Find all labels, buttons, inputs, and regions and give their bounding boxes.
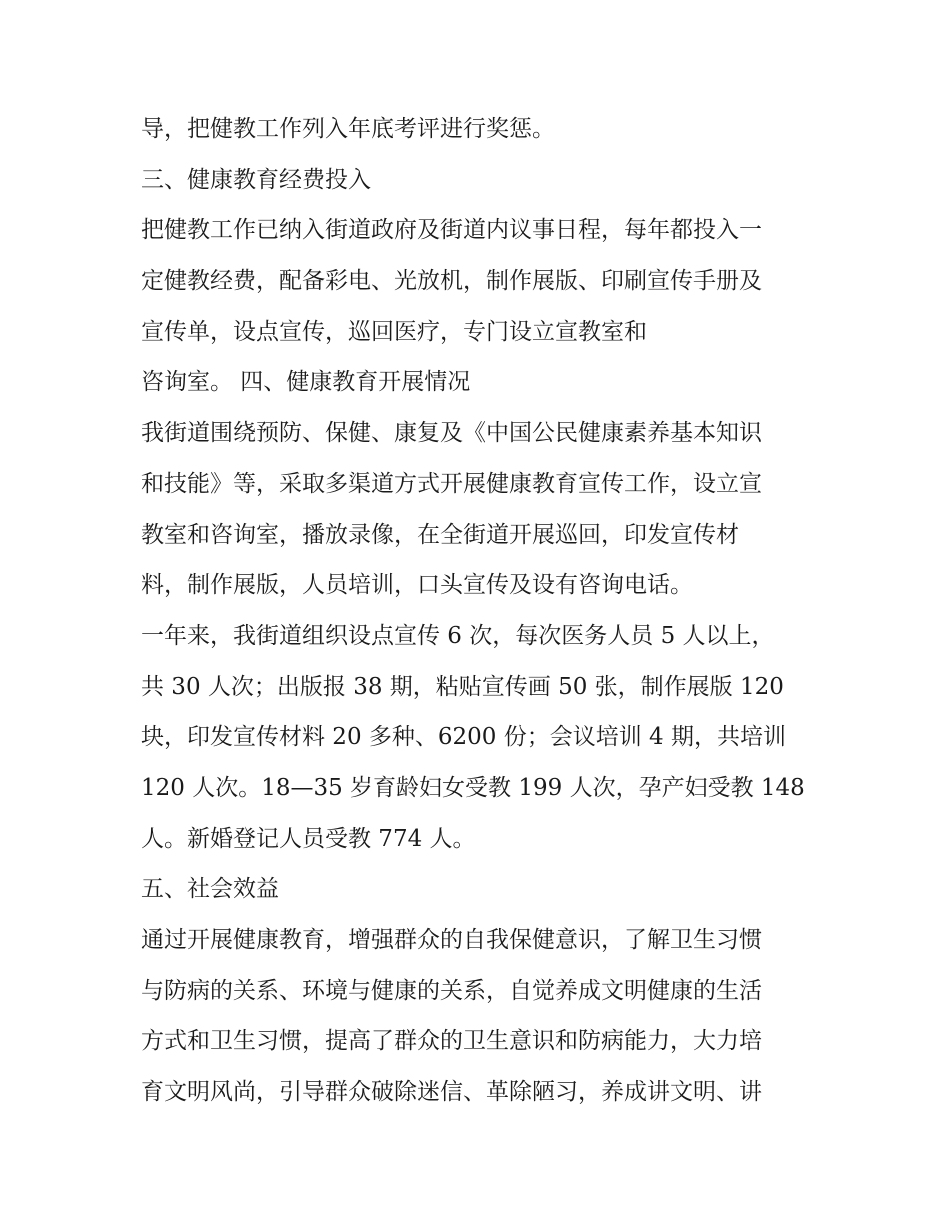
text-line: 块，印发宣传材料 20 多种、6200 份；会议培训 4 期，共培训	[141, 724, 786, 751]
text-line: 与防病的关系、环境与健康的关系，自觉养成文明健康的生活	[141, 977, 762, 1004]
text-line: 宣传单，设点宣传，巡回医疗，专门设立宣教室和	[141, 318, 647, 345]
text-line: 和技能》等，采取多渠道方式开展健康教育宣传工作，设立宣	[141, 470, 762, 497]
text-line: 教室和咨询室，播放录像，在全街道开展巡回，印发宣传材	[141, 521, 739, 548]
section-heading-social-benefits: 五、社会效益	[141, 876, 279, 903]
text-line: 育文明风尚，引导群众破除迷信、革除陋习，养成讲文明、讲	[141, 1079, 762, 1106]
text-line: 导，把健教工作列入年底考评进行奖惩。	[141, 116, 555, 142]
section-heading-funding: 三、健康教育经费投入	[141, 166, 371, 193]
text-line: 把健教工作已纳入街道政府及街道内议事日程，每年都投入一	[141, 217, 762, 244]
document-body	[141, 104, 821, 1118]
text-line: 共 30 人次；出版报 38 期，粘贴宣传画 50 张，制作展版 120	[141, 673, 784, 700]
text-line: 120 人次。18—35 岁育龄妇女受教 199 人次，孕产妇受教 148	[141, 774, 805, 801]
text-line: 通过开展健康教育，增强群众的自我保健意识，了解卫生习惯	[141, 927, 762, 953]
text-line: 料，制作展版，人员培训，口头宣传及设有咨询电话。	[141, 572, 693, 599]
text-line: 定健教经费，配备彩电、光放机，制作展版、印刷宣传手册及	[141, 268, 762, 295]
text-line: 方式和卫生习惯，提高了群众的卫生意识和防病能力，大力培	[141, 1028, 762, 1055]
text-line: 我街道围绕预防、保健、康复及《中国公民健康素养基本知识	[141, 420, 762, 447]
section-heading-activities: 咨询室。 四、健康教育开展情况	[141, 369, 471, 396]
text-line: 一年来，我街道组织设点宣传 6 次，每次医务人员 5 人以上，	[141, 622, 775, 649]
text-line: 人。新婚登记人员受教 774 人。	[141, 825, 476, 852]
